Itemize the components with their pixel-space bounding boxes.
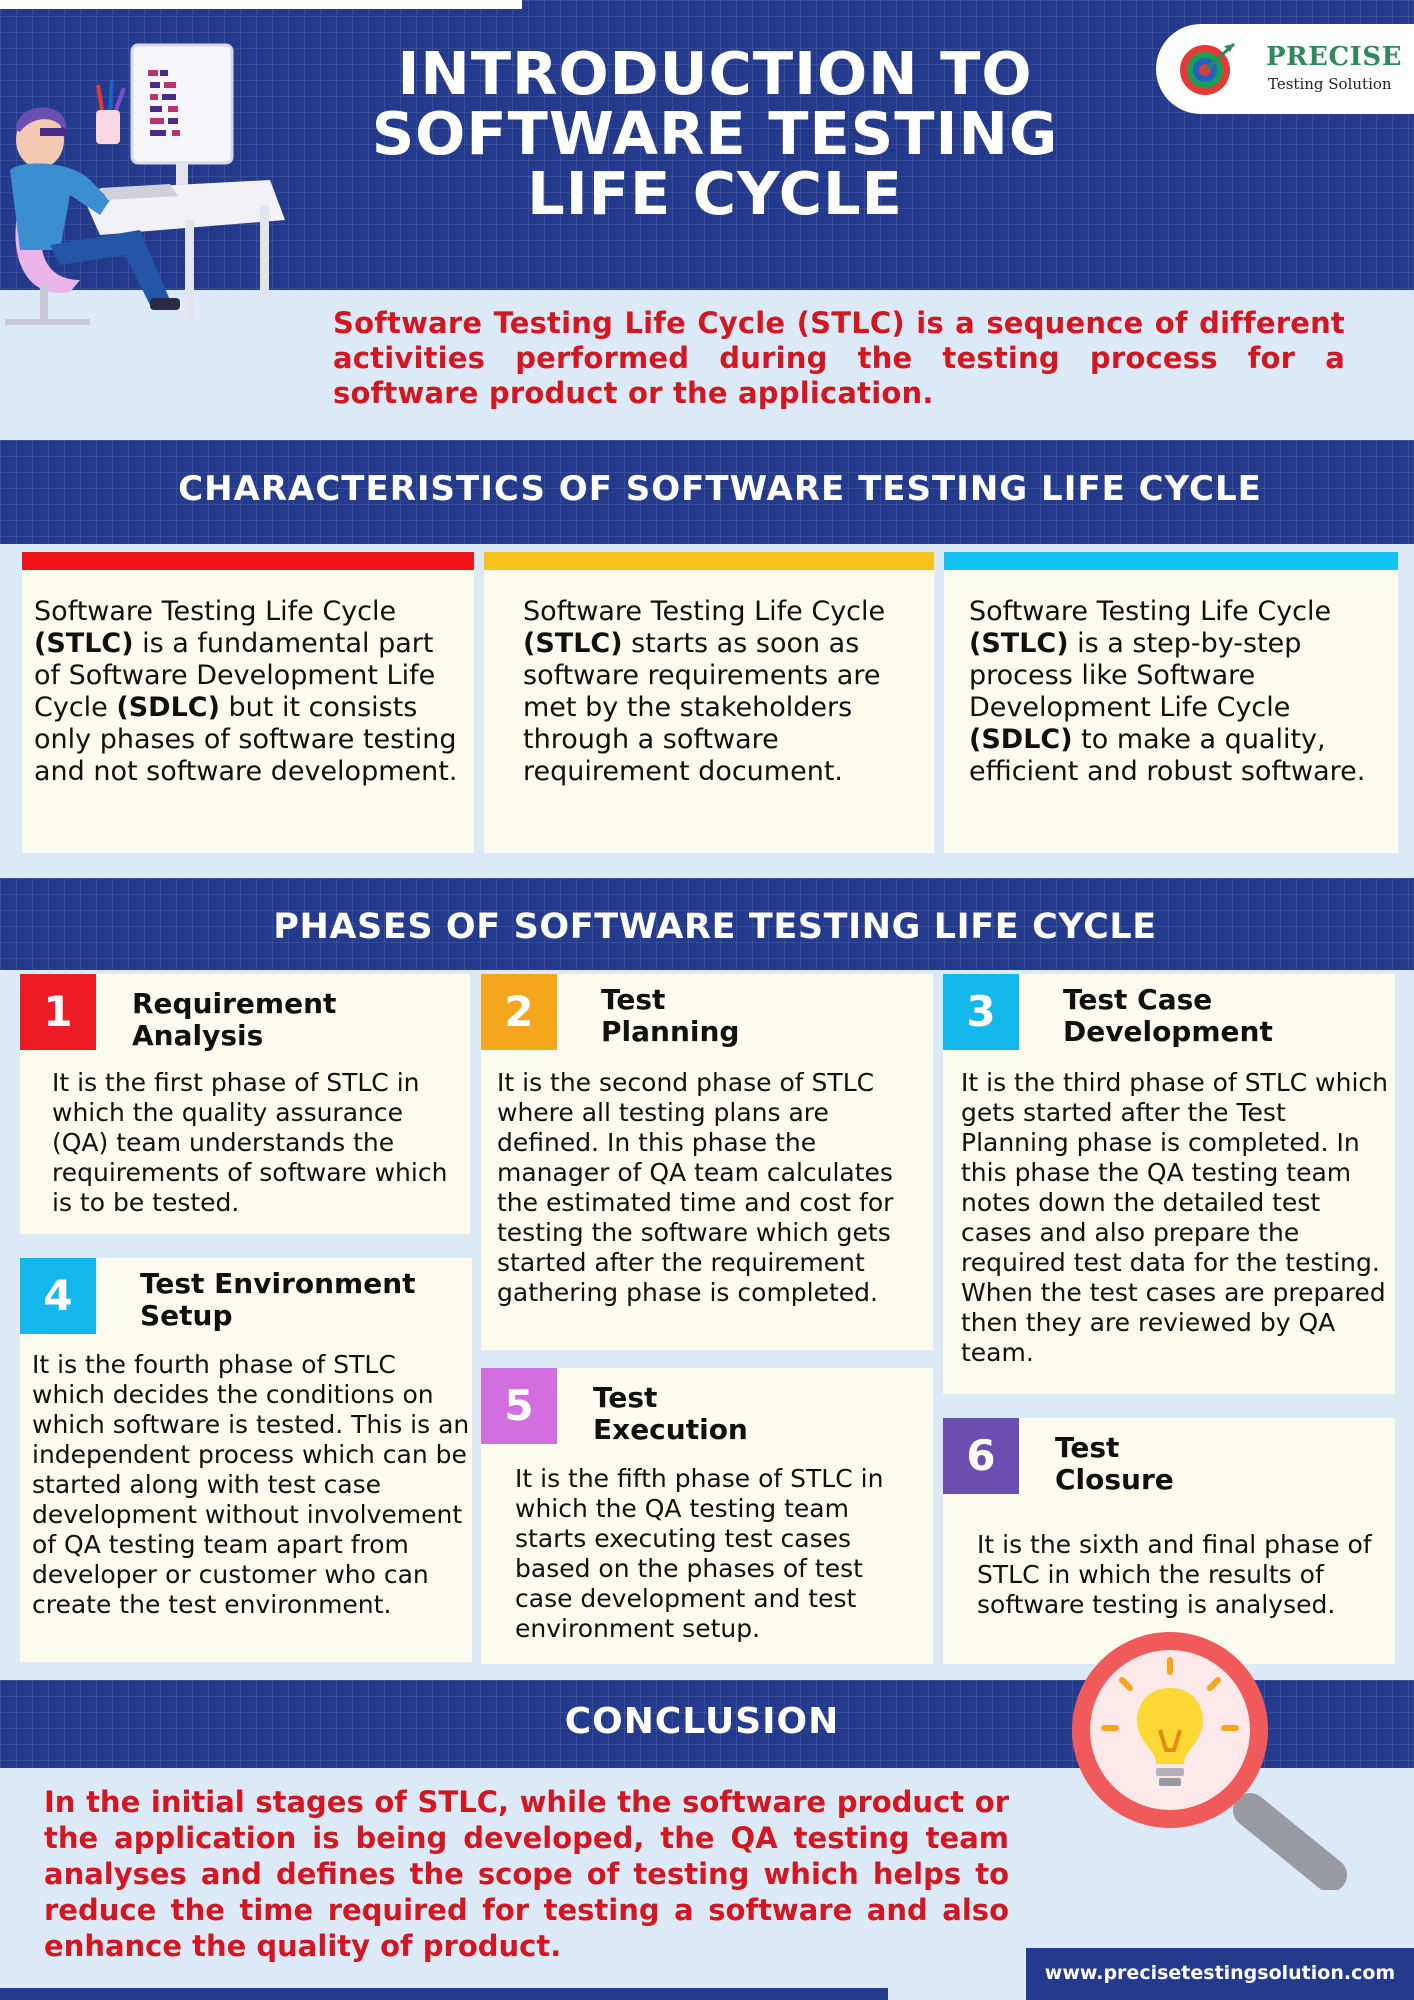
- conclusion-paragraph: In the initial stages of STLC, while the software product or the application is being developed, the QA testing team analyses and defines the scope of testing which helps to reduce the time required for testing a software and also enhance the quality of product.: [44, 1785, 1009, 1963]
- phase-heading-line: Setup: [140, 1299, 233, 1332]
- conclusion-title: CONCLUSION: [564, 1701, 840, 1742]
- page-title: [320, 39, 1110, 228]
- phase-heading: [1063, 984, 1273, 1048]
- characteristic-card: [944, 552, 1398, 853]
- card-text: to make a quality, efficient and robust software.: [969, 724, 1366, 787]
- card-text-bold: (STLC): [523, 628, 623, 659]
- phase-number-badge: 4: [20, 1258, 96, 1334]
- phase-card-2: [481, 974, 933, 1350]
- card-text-bold: (SDLC): [969, 724, 1073, 755]
- card-text-bold: (STLC): [34, 628, 134, 659]
- phase-heading-line: Execution: [593, 1413, 748, 1446]
- phase-description: It is the second phase of STLC where all testing plans are defined. In this phase the manager of QA team calculates the estimated time and cost for testing the software which gets started after the requirement gathering phase is completed.: [497, 1068, 894, 1307]
- characteristic-card: [484, 552, 934, 853]
- magnifier-lightbulb-icon: [1060, 1630, 1380, 1890]
- card-text-bold: (SDLC): [116, 692, 220, 723]
- title-line: LIFE CYCLE: [527, 159, 903, 228]
- phase-heading: [140, 1268, 416, 1332]
- phase-heading-line: Closure: [1055, 1463, 1174, 1496]
- phase-heading-line: Test Environment: [140, 1267, 416, 1300]
- card-text-bold: (STLC): [969, 628, 1069, 659]
- card-text: is a fundamental part of Software Development Life Cycle: [34, 628, 436, 723]
- phase-heading-line: Test: [1055, 1431, 1120, 1464]
- website-link[interactable]: www.precisetestingsolution.com: [1026, 1948, 1414, 2000]
- phase-description: It is the third phase of STLC which gets started after the Test Planning phase is completed. In this phase the QA testing team notes down the detailed test cases and also prepare the required test data for the testing. When the test cases are prepared then they are reviewed by QA team.: [961, 1068, 1388, 1367]
- title-line: SOFTWARE TESTING: [371, 99, 1059, 168]
- phase-heading: [132, 988, 336, 1052]
- phase-number-badge: 6: [943, 1418, 1019, 1494]
- phase-description: It is the sixth and final phase of STLC in which the results of software testing is analysed.: [977, 1530, 1372, 1619]
- card-text: but it consists only phases of software testing and not software development.: [34, 692, 458, 787]
- phase-card-6: [943, 1418, 1395, 1664]
- top-divider: [0, 0, 522, 9]
- phase-number-badge: 3: [943, 974, 1019, 1050]
- phase-number-badge: 2: [481, 974, 557, 1050]
- phase-heading: [601, 984, 739, 1048]
- tester-illustration: [0, 30, 300, 330]
- phase-heading-line: Test: [593, 1381, 658, 1414]
- characteristics-title: CHARACTERISTICS OF SOFTWARE TESTING LIFE CYCLE: [178, 469, 1262, 509]
- phase-heading-line: Development: [1063, 1015, 1273, 1048]
- phase-number-badge: 1: [20, 974, 96, 1050]
- card-text: Software Testing Life Cycle: [34, 596, 397, 627]
- phase-heading-line: Planning: [601, 1015, 740, 1048]
- footer-stripe: [0, 1988, 888, 2000]
- phase-heading: [593, 1382, 748, 1446]
- phase-card-1: [20, 974, 470, 1234]
- phase-description: It is the first phase of STLC in which the quality assurance (QA) team understands the requirements of software which is to be tested.: [52, 1068, 448, 1217]
- intro-paragraph: Software Testing Life Cycle (STLC) is a sequence of different activities performed during the testing process for a software product or the application.: [333, 306, 1345, 410]
- phase-description: It is the fourth phase of STLC which decides the conditions on which software is tested. This is an independent process which can be started along with test case development without involvement of QA testing team apart from developer or customer who can create the test environment.: [32, 1350, 470, 1619]
- card-text: is a step-by-step process like Software Development Life Cycle: [969, 628, 1302, 723]
- brand-name: PRECISE: [1266, 42, 1402, 72]
- card-text: starts as soon as software requirements are met by the stakeholders through a software requirement document.: [523, 628, 881, 787]
- phase-heading-line: Analysis: [132, 1019, 264, 1052]
- phases-title: PHASES OF SOFTWARE TESTING LIFE CYCLE: [273, 907, 1157, 947]
- phase-number-badge: 5: [481, 1368, 557, 1444]
- phase-heading-line: Test Case: [1063, 983, 1213, 1016]
- phase-card-4: [20, 1258, 472, 1662]
- card-text: Software Testing Life Cycle: [523, 596, 886, 627]
- phase-card-3: [943, 974, 1395, 1394]
- phase-heading-line: Test: [601, 983, 666, 1016]
- card-text: Software Testing Life Cycle: [969, 596, 1332, 627]
- phase-heading-line: Requirement: [132, 987, 337, 1020]
- brand-logo[interactable]: [1156, 24, 1414, 114]
- phase-card-5: [481, 1368, 933, 1664]
- target-icon: [1178, 38, 1238, 98]
- characteristic-card: [22, 552, 474, 853]
- phase-description: It is the fifth phase of STLC in which the QA testing team starts executing test cases based on the phases of test case development and test environment setup.: [515, 1464, 884, 1643]
- phase-heading: [1055, 1432, 1174, 1496]
- brand-tagline: Testing Solution: [1268, 75, 1392, 93]
- title-line: INTRODUCTION TO: [397, 39, 1033, 108]
